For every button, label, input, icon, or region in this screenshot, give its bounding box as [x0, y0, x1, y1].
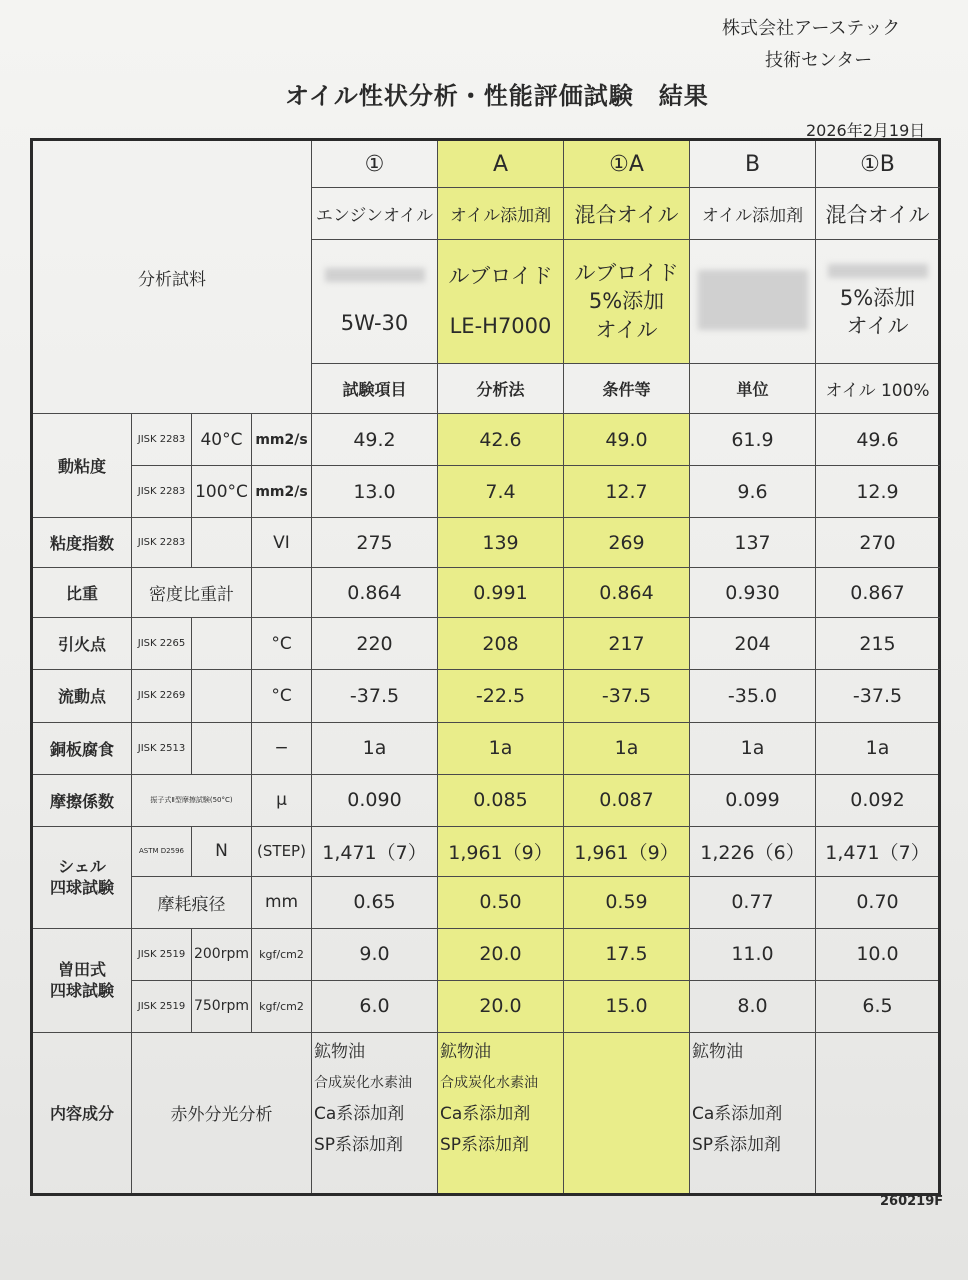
condition: N — [192, 826, 252, 876]
unit: VI — [252, 518, 312, 568]
unit: kgf/cm2 — [252, 928, 312, 980]
method: JISK 2265 — [132, 618, 192, 670]
row-label-copper-corrosion: 銅板腐食 — [32, 722, 132, 774]
product-ratio: 5%添加 — [839, 286, 916, 311]
value-cell: 137 — [690, 518, 816, 568]
method: JISK 2269 — [132, 670, 192, 722]
content-line: 合成炭化水素油 — [314, 1074, 412, 1091]
value-cell: 0.77 — [690, 876, 816, 928]
product-ratio: 5%添加 — [588, 289, 665, 314]
sample-label: 分析試料 — [32, 140, 312, 414]
content-line: 鉱物油 — [440, 1041, 491, 1062]
value-cell: 1,471（7） — [816, 826, 940, 876]
col-product — [564, 240, 690, 364]
method: JISK 2513 — [132, 722, 192, 774]
value-cell: 11.0 — [690, 928, 816, 980]
content-cell — [816, 1032, 940, 1194]
value-cell: 0.864 — [564, 568, 690, 618]
content-line: 鉱物油 — [692, 1041, 743, 1062]
method: ASTM D2596 — [132, 826, 192, 876]
condition — [192, 722, 252, 774]
product-brand: ルブロイド — [574, 261, 679, 286]
method: JISK 2283 — [132, 414, 192, 466]
document-date: 2026年2月19日 — [806, 121, 926, 140]
value-cell: 6.0 — [312, 980, 438, 1032]
value-cell: 215 — [816, 618, 940, 670]
row-label-specific-gravity: 比重 — [32, 568, 132, 618]
content-line: 鉱物油 — [314, 1041, 365, 1062]
product-kind: オイル — [595, 317, 658, 342]
unit: mm2/s — [252, 466, 312, 518]
value-cell: 49.2 — [312, 414, 438, 466]
col-composition: オイル 100% — [816, 364, 940, 414]
value-cell: -37.5 — [564, 670, 690, 722]
col-type: オイル添加剤 — [690, 188, 816, 240]
row-label-flash-point: 引火点 — [32, 618, 132, 670]
value-cell: 15.0 — [564, 980, 690, 1032]
document-number: 260219F — [880, 1194, 944, 1209]
redacted-name — [828, 264, 928, 278]
col-id: A — [438, 140, 564, 188]
value-cell: 8.0 — [690, 980, 816, 1032]
value-cell: 6.5 — [816, 980, 940, 1032]
head-item: 試験項目 — [312, 364, 438, 414]
value-cell: 1,471（7） — [312, 826, 438, 876]
value-cell: 0.991 — [438, 568, 564, 618]
value-cell: 270 — [816, 518, 940, 568]
value-cell: 1,961（9） — [438, 826, 564, 876]
value-cell: 0.930 — [690, 568, 816, 618]
method: JISK 2519 — [132, 928, 192, 980]
col-product — [438, 240, 564, 364]
col-id: ①B — [816, 140, 940, 188]
method: JISK 2283 — [132, 518, 192, 568]
label-line: 四球試験 — [49, 981, 114, 1001]
value-cell: -35.0 — [690, 670, 816, 722]
row-label-soda-four-ball — [32, 928, 132, 1032]
col-type: オイル添加剤 — [438, 188, 564, 240]
value-cell: 0.864 — [312, 568, 438, 618]
value-cell: 275 — [312, 518, 438, 568]
head-condition: 条件等 — [564, 364, 690, 414]
row-label-content: 内容成分 — [32, 1032, 132, 1194]
value-cell: 0.867 — [816, 568, 940, 618]
value-cell: -37.5 — [816, 670, 940, 722]
unit: mm — [252, 876, 312, 928]
row-label-pour-point: 流動点 — [32, 670, 132, 722]
value-cell: 0.50 — [438, 876, 564, 928]
company-name: 株式会社アーステック — [722, 18, 901, 39]
content-line: SP系添加剤 — [440, 1134, 530, 1155]
content-line: Ca系添加剤 — [692, 1103, 783, 1124]
value-cell: 0.085 — [438, 774, 564, 826]
value-cell: 139 — [438, 518, 564, 568]
unit — [252, 568, 312, 618]
head-method: 分析法 — [438, 364, 564, 414]
value-cell: 9.0 — [312, 928, 438, 980]
head-unit: 単位 — [690, 364, 816, 414]
label-line: 四球試験 — [49, 878, 114, 898]
col-type: エンジンオイル — [312, 188, 438, 240]
value-cell: 220 — [312, 618, 438, 670]
content-line: SP系添加剤 — [692, 1134, 782, 1155]
method: 赤外分光分析 — [132, 1032, 312, 1194]
value-cell: 0.090 — [312, 774, 438, 826]
value-cell: 61.9 — [690, 414, 816, 466]
unit: − — [252, 722, 312, 774]
content-line: Ca系添加剤 — [314, 1103, 405, 1124]
method: JISK 2519 — [132, 980, 192, 1032]
product-model: LE-H7000 — [449, 314, 552, 339]
unit: °C — [252, 670, 312, 722]
content-line: Ca系添加剤 — [440, 1103, 531, 1124]
document-title: オイル性状分析・性能評価試験 結果 — [285, 82, 709, 110]
value-cell: 1a — [312, 722, 438, 774]
content-cell — [690, 1032, 816, 1194]
condition — [192, 518, 252, 568]
value-cell: 0.087 — [564, 774, 690, 826]
row-label-vi: 粘度指数 — [32, 518, 132, 568]
label-line: シェル — [58, 856, 106, 876]
method: 摩耗痕径 — [132, 876, 252, 928]
unit: μ — [252, 774, 312, 826]
method: JISK 2283 — [132, 466, 192, 518]
row-label-friction: 摩擦係数 — [32, 774, 132, 826]
unit: mm2/s — [252, 414, 312, 466]
row-label-viscosity: 動粘度 — [32, 414, 132, 518]
method: 振子式Ⅱ型摩擦試験(50°C) — [132, 774, 252, 826]
col-product — [816, 240, 940, 364]
content-line: SP系添加剤 — [314, 1134, 404, 1155]
value-cell: 1,226（6） — [690, 826, 816, 876]
col-product — [312, 240, 438, 364]
redacted-name — [325, 268, 425, 282]
value-cell: 217 — [564, 618, 690, 670]
condition — [192, 670, 252, 722]
condition: 100°C — [192, 466, 252, 518]
value-cell: 12.7 — [564, 466, 690, 518]
col-type: 混合オイル — [564, 188, 690, 240]
value-cell: 1,961（9） — [564, 826, 690, 876]
condition: 750rpm — [192, 980, 252, 1032]
col-id: ① — [312, 140, 438, 188]
unit: °C — [252, 618, 312, 670]
value-cell: 49.0 — [564, 414, 690, 466]
value-cell: 0.59 — [564, 876, 690, 928]
value-cell: 204 — [690, 618, 816, 670]
value-cell: 20.0 — [438, 928, 564, 980]
condition: 200rpm — [192, 928, 252, 980]
content-cell — [564, 1032, 690, 1194]
col-id: ①A — [564, 140, 690, 188]
condition: 40°C — [192, 414, 252, 466]
row-label-shell-four-ball — [32, 826, 132, 928]
unit: (STEP) — [252, 826, 312, 876]
content-line: 合成炭化水素油 — [440, 1074, 538, 1091]
value-cell: 7.4 — [438, 466, 564, 518]
col-product — [690, 240, 816, 364]
value-cell: 13.0 — [312, 466, 438, 518]
value-cell: 208 — [438, 618, 564, 670]
results-table — [30, 138, 941, 1196]
department-name: 技術センター — [765, 50, 873, 71]
value-cell: 1a — [438, 722, 564, 774]
value-cell: 0.099 — [690, 774, 816, 826]
label-line: 曽田式 — [57, 959, 106, 979]
content-cell — [438, 1032, 564, 1194]
product-brand: ルブロイド — [448, 264, 553, 289]
value-cell: 10.0 — [816, 928, 940, 980]
redacted-name — [698, 270, 808, 330]
value-cell: 0.70 — [816, 876, 940, 928]
product-grade: 5W-30 — [340, 311, 409, 336]
value-cell: 1a — [816, 722, 940, 774]
value-cell: 269 — [564, 518, 690, 568]
value-cell: 49.6 — [816, 414, 940, 466]
unit: kgf/cm2 — [252, 980, 312, 1032]
value-cell: 42.6 — [438, 414, 564, 466]
col-type: 混合オイル — [816, 188, 940, 240]
value-cell: -22.5 — [438, 670, 564, 722]
value-cell: 0.092 — [816, 774, 940, 826]
value-cell: 9.6 — [690, 466, 816, 518]
condition — [192, 618, 252, 670]
value-cell: -37.5 — [312, 670, 438, 722]
value-cell: 12.9 — [816, 466, 940, 518]
product-kind: オイル — [846, 314, 909, 339]
col-id: B — [690, 140, 816, 188]
value-cell: 17.5 — [564, 928, 690, 980]
value-cell: 20.0 — [438, 980, 564, 1032]
value-cell: 1a — [690, 722, 816, 774]
method: 密度比重計 — [132, 568, 252, 618]
value-cell: 1a — [564, 722, 690, 774]
content-line — [692, 1068, 813, 1099]
value-cell: 0.65 — [312, 876, 438, 928]
content-cell — [312, 1032, 438, 1194]
